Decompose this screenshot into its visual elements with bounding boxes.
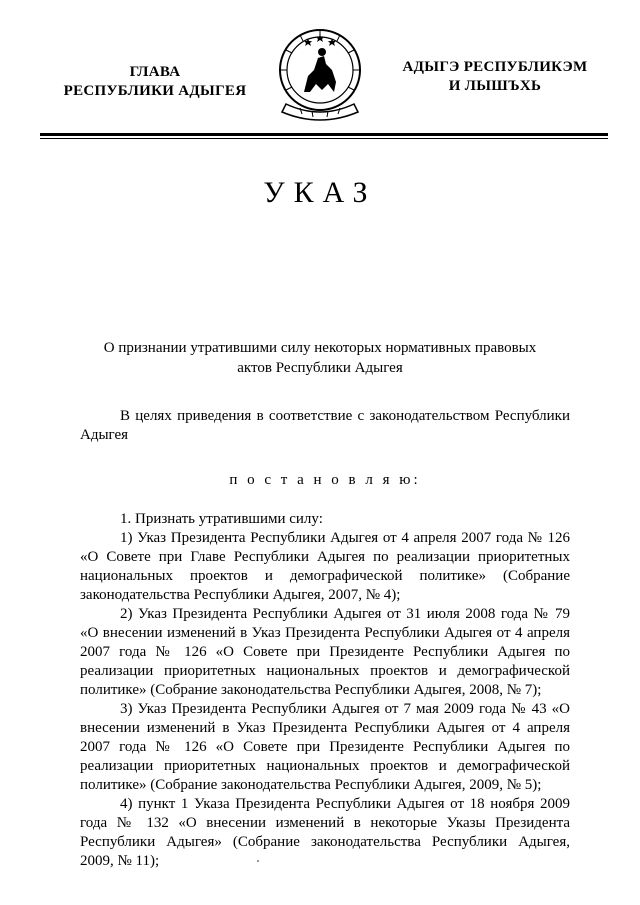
header-rule-thin [40, 138, 608, 139]
preamble-paragraph: В целях приведения в соответствие с законодательством Республики Адыгея [80, 408, 570, 443]
header-right [385, 58, 605, 96]
scan-speck [257, 860, 259, 862]
paragraph-1-4: 4) пункт 1 Указа Президента Республики Адыгея от 18 ноября 2009 года № 132 «О внесении изменений в некоторые Указы Президента Республики Адыгея» (Собрание законодательства Республики Адыгея, 2009, № 11); [80, 796, 570, 869]
document-body [80, 407, 570, 871]
document-title: УКАЗ [263, 176, 377, 209]
header-left-line1: ГЛАВА [129, 64, 181, 80]
header-left-line2: РЕСПУБЛИКИ АДЫГЕЯ [63, 83, 247, 99]
header-right-line2: И ЛЫШЪХЬ [448, 78, 542, 94]
paragraph-1-2: 2) Указ Президента Республики Адыгея от 31 июля 2008 года № 79 «О внесении изменений в Указ Президента Республики Адыгея от 4 апреля 2007 года № 126 «О Совете при Президенте Республики Адыгея по реализации приоритетных национальных проектов и демографической политике» (Собрание законодательства Республики Адыгея, 2008, № 7); [80, 606, 570, 698]
document-subject [80, 338, 560, 378]
adygea-coat-of-arms-icon [272, 20, 368, 128]
decree-word: п о с т а н о в л я ю: [229, 472, 421, 488]
header-left [40, 63, 270, 101]
paragraph-1: 1. Признать утратившими силу: [120, 511, 323, 527]
paragraph-1-1: 1) Указ Президента Республики Адыгея от 4 апреля 2007 года № 126 «О Совете при Главе Республики Адыгея по реализации приоритетных национальных проектов и демографической политике» (Собрание законодательства Республики Адыгея, 2007, № 4); [80, 530, 570, 603]
paragraph-1-3: 3) Указ Президента Республики Адыгея от 7 мая 2009 года № 43 «О внесении изменений в Указ Президента Республики Адыгея от 4 апреля 2007 года № 126 «О Совете при Президенте Республики Адыгея по реализации приоритетных национальных проектов и демографической политике» (Собрание законодательства Республики Адыгея, 2009, № 5); [80, 701, 570, 793]
subject-line1: О признании утратившими силу некоторых нормативных правовых [103, 340, 537, 356]
header-right-line1: АДЫГЭ РЕСПУБЛИКЭМ [402, 59, 588, 75]
header-rule-thick [40, 133, 608, 136]
subject-line2: актов Республики Адыгея [237, 360, 403, 376]
